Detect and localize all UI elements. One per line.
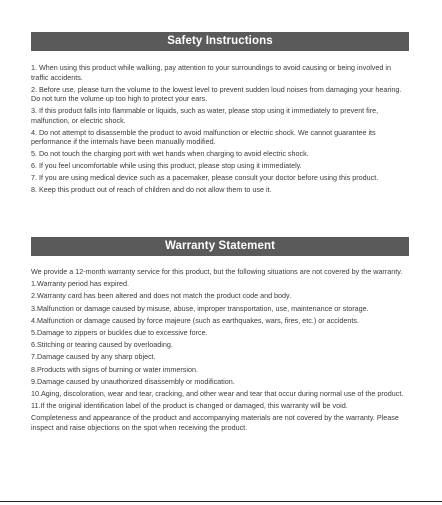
warranty-item: 6.Stitching or tearing caused by overloading. <box>31 340 173 350</box>
warranty-item: 7.Damage caused by any sharp object. <box>31 352 156 362</box>
warranty-intro: We provide a 12-month warranty service for this product, but the following situations are not covered by the warranty. <box>31 267 403 276</box>
bottom-border-divider <box>0 501 442 502</box>
safety-instructions-heading: Safety Instructions <box>31 32 409 51</box>
warranty-closing: Completeness and appearance of the product and accompanying materials are not covered by the warranty. Please inspect and raise objections on the spot when receiving the product. <box>31 413 399 432</box>
warranty-item: 9.Damage caused by unauthorized disassembly or modification. <box>31 376 235 386</box>
safety-item: 8. Keep this product out of reach of children and do not allow them to use it. <box>31 185 272 195</box>
safety-item: 1. When using this product while walking, pay attention to your surroundings to avoid causing or being involved in traffic accidents. <box>31 63 391 82</box>
safety-instructions-list <box>31 63 409 197</box>
warranty-item: 5.Damage to zippers or buckles due to excessive force. <box>31 327 208 337</box>
warranty-item: 2.Warranty card has been altered and does not match the product code and body. <box>31 291 292 301</box>
safety-item: 5. Do not touch the charging port with wet hands when charging to avoid electric shock. <box>31 149 309 159</box>
warranty-item: 4.Malfunction or damage caused by force majeure (such as earthquakes, wars, fires, etc.) or accidents. <box>31 315 359 325</box>
warranty-item: 11.If the original identification label of the product is changed or damaged, this warranty will be void. <box>31 401 348 411</box>
safety-item: 2. Before use, please turn the volume to the lowest level to prevent sudden loud noises from damaging your hearing. Do not turn the volume up too high to protect your ears. <box>31 84 402 104</box>
warranty-item: 3.Malfunction or damage caused by misuse, abuse, improper transportation, use, maintenance or storage. <box>31 303 369 313</box>
safety-item: 6. If you feel uncomfortable while using this product, please stop using it immediately. <box>31 161 302 171</box>
warranty-statement-heading: Warranty Statement <box>31 237 409 256</box>
safety-item: 3. If this product falls into flammable or liquids, such as water, please stop using it immediately to prevent fire, malfunction, or electric shock. <box>31 106 379 125</box>
warranty-item: 10.Aging, discoloration, wear and tear, cracking, and other wear and tear that occur during normal use of the product. <box>31 388 404 398</box>
warranty-statement-list <box>31 267 409 435</box>
warranty-item: 1.Warranty period has expired. <box>31 279 130 289</box>
safety-item: 7. If you are using medical device such as a pacemaker, please consult your doctor before using this product. <box>31 173 379 183</box>
safety-item: 4. Do not attempt to disassemble the product to avoid malfunction or electric shock. We cannot guarantee its performance if the internals have been manually modified. <box>31 127 376 147</box>
warranty-item: 8.Products with signs of burning or water immersion. <box>31 364 198 374</box>
